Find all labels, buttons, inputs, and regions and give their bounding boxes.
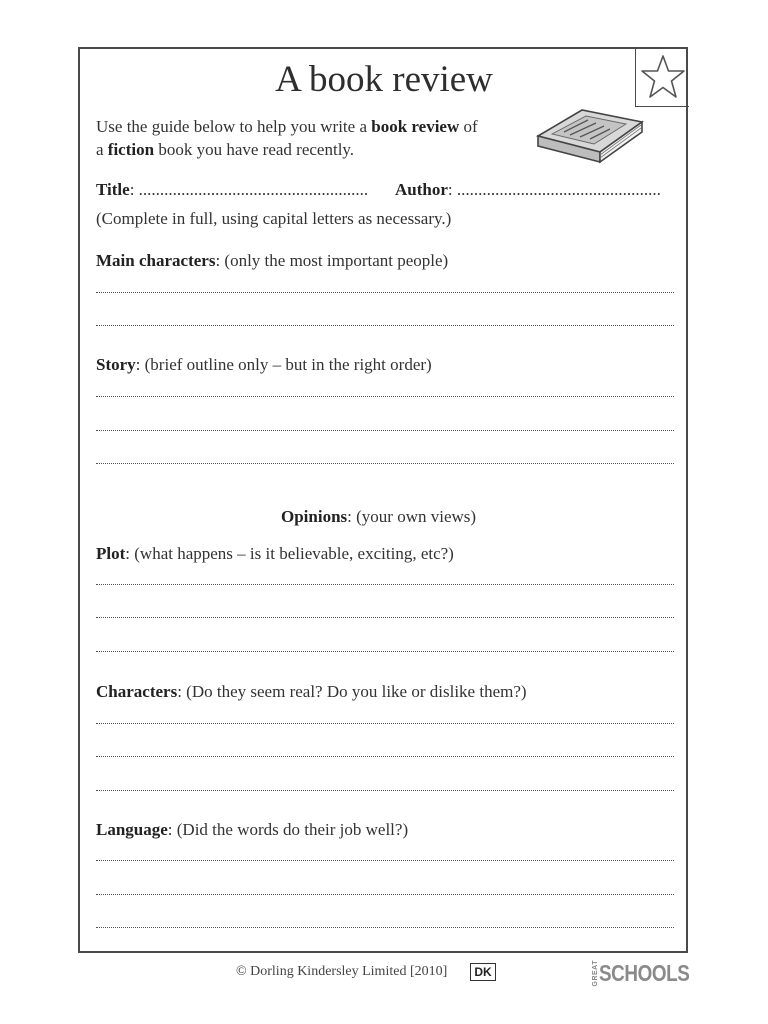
- dk-logo: DK: [470, 963, 496, 981]
- answer-line-characters-2[interactable]: [96, 756, 674, 757]
- page-title: A book review: [275, 59, 493, 100]
- story-prompt: Story: (brief outline only – but in the right order): [96, 355, 432, 374]
- author-field[interactable]: Author: ................................................: [395, 180, 661, 199]
- copyright-notice: © Dorling Kindersley Limited [2010]: [236, 964, 448, 979]
- answer-line-language-1[interactable]: [96, 860, 674, 861]
- completion-note: (Complete in full, using capital letters as necessary.): [96, 209, 452, 228]
- answer-line-main-characters-1[interactable]: [96, 292, 674, 293]
- answer-line-characters-1[interactable]: [96, 723, 674, 724]
- answer-line-story-2[interactable]: [96, 430, 674, 431]
- intro-line-2: a fiction book you have read recently.: [96, 140, 355, 159]
- greatschools-logo: [592, 960, 709, 987]
- book-icon: [530, 104, 646, 166]
- answer-line-plot-1[interactable]: [96, 584, 674, 585]
- answer-line-plot-3[interactable]: [96, 651, 674, 652]
- intro-line-1: Use the guide below to help you write a book review of: [96, 117, 478, 136]
- language-prompt: Language: (Did the words do their job well?): [96, 820, 409, 839]
- brand-great: GREAT: [592, 960, 599, 987]
- answer-line-story-3[interactable]: [96, 463, 674, 464]
- answer-line-characters-3[interactable]: [96, 790, 674, 791]
- answer-line-language-3[interactable]: [96, 927, 674, 928]
- plot-prompt: Plot: (what happens – is it believable, exciting, etc?): [96, 544, 454, 563]
- answer-line-main-characters-2[interactable]: [96, 325, 674, 326]
- opinions-heading: Opinions: (your own views): [281, 507, 477, 526]
- answer-line-story-1[interactable]: [96, 396, 674, 397]
- brand-schools: SCHOOLS: [599, 960, 690, 986]
- characters-prompt: Characters: (Do they seem real? Do you like or dislike them?): [96, 682, 527, 701]
- answer-line-plot-2[interactable]: [96, 617, 674, 618]
- answer-line-language-2[interactable]: [96, 894, 674, 895]
- main-characters-prompt: Main characters: (only the most important people): [96, 251, 449, 270]
- title-field[interactable]: Title: ......................................................: [96, 180, 369, 199]
